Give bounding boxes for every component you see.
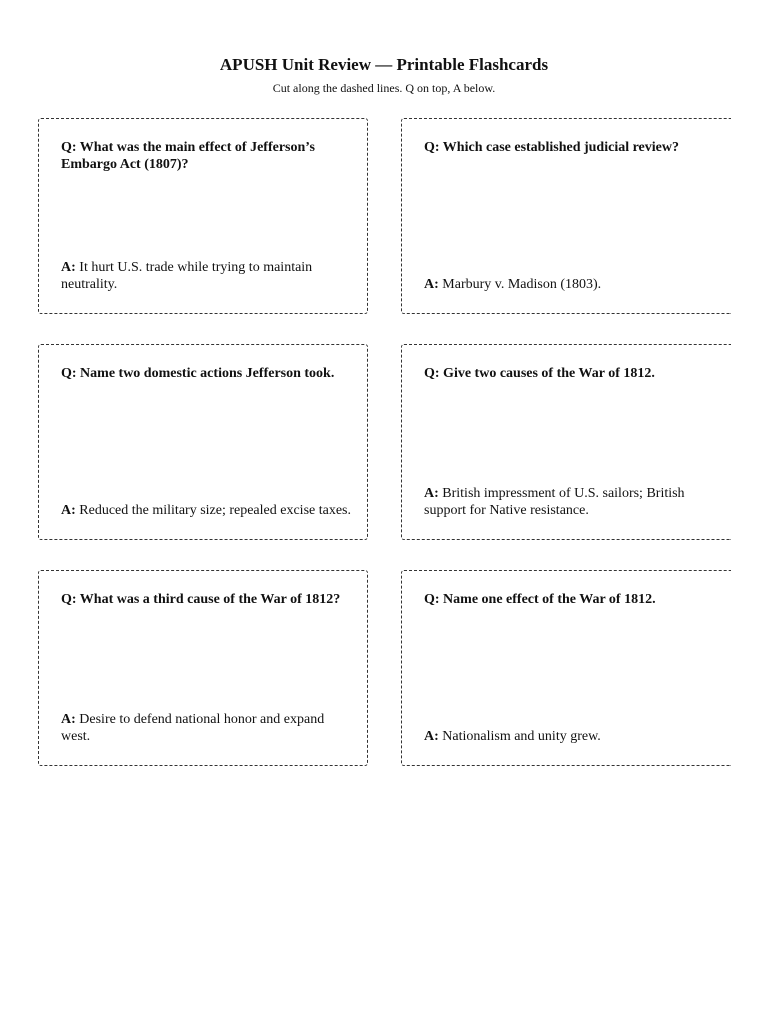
answer-prefix: A: [424, 277, 439, 292]
answer-prefix: A: [61, 503, 76, 518]
page-title: APUSH Unit Review — Printable Flashcards [219, 55, 549, 74]
flashcard-answer [424, 728, 724, 745]
flashcard-question: Q: What was a third cause of the War of 1812? [61, 592, 341, 607]
answer-prefix: A: [424, 486, 439, 501]
flashcard-answer [424, 276, 724, 293]
answer-text: Reduced the military size; repealed excise taxes. [79, 503, 351, 518]
answer-text: Marbury v. Madison (1803). [442, 277, 602, 292]
flashcard-question: Q: Give two causes of the War of 1812. [424, 366, 655, 381]
answer-prefix: A: [61, 712, 76, 727]
answer-prefix: A: [61, 260, 76, 275]
flashcard [401, 118, 731, 314]
answer-prefix: A: [424, 729, 439, 744]
flashcard-answer [61, 502, 353, 519]
flashcard [401, 570, 731, 766]
flashcard [38, 344, 368, 540]
page-subtitle: Cut along the dashed lines. Q on top, A below. [272, 81, 496, 95]
flashcard-answer [61, 711, 353, 745]
answer-text: Nationalism and unity grew. [442, 729, 601, 744]
answer-text: British impressment of U.S. sailors; British support for Native resistance. [424, 486, 685, 518]
flashcard-question: Q: What was the main effect of Jefferson’s Embargo Act (1807)? [61, 140, 315, 172]
flashcard-question: Q: Which case established judicial review? [424, 140, 679, 155]
flashcard [38, 570, 368, 766]
flashcard-question: Q: Name one effect of the War of 1812. [424, 592, 656, 607]
flashcard [401, 344, 731, 540]
answer-text: Desire to defend national honor and expand west. [61, 712, 325, 744]
flashcard [38, 118, 368, 314]
flashcard-question: Q: Name two domestic actions Jefferson took. [61, 366, 335, 381]
flashcard-answer [61, 259, 353, 293]
answer-text: It hurt U.S. trade while trying to maintain neutrality. [61, 260, 313, 292]
flashcard-answer [424, 485, 724, 519]
